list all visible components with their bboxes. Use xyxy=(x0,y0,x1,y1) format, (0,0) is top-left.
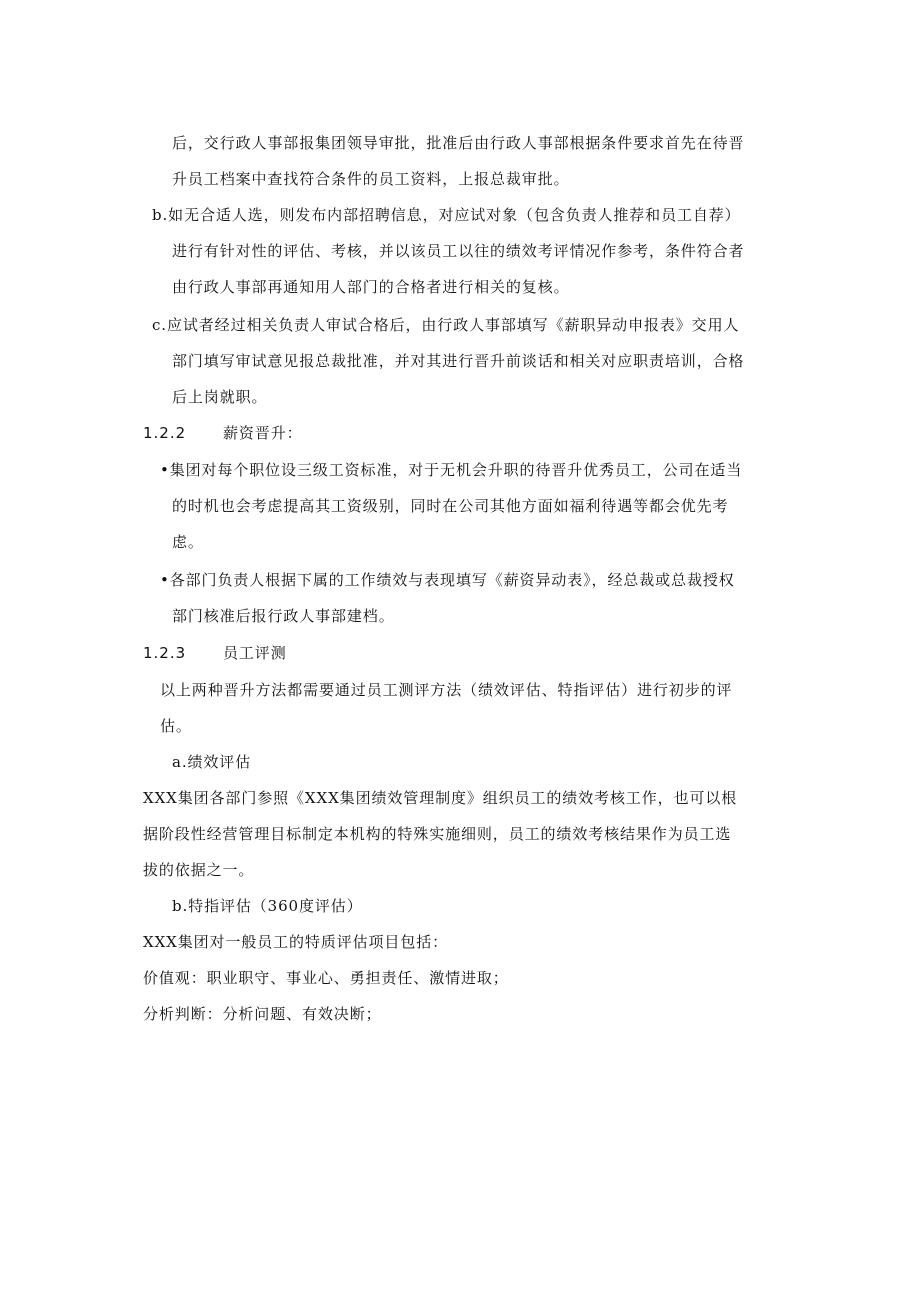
item-c-line-3: 后上岗就职。 xyxy=(172,388,268,406)
para-a-line-3: 拔的依据之一。 xyxy=(143,861,255,879)
section-number: 1.2.2 xyxy=(143,424,187,442)
intro-1-2-3-line-2: 估。 xyxy=(160,717,192,735)
section-1-2-2-heading xyxy=(143,423,303,443)
bullet-2-line-2: 部门核准后报行政人事部建档。 xyxy=(172,607,395,625)
para-b-line-2: 价值观：职业职守、事业心、勇担责任、激情进取； xyxy=(143,969,509,987)
section-a-cont-line-1: 后，交行政人事部报集团领导审批，批准后由行政人事部根据条件要求首先在待晋 xyxy=(172,134,745,152)
section-number: 1.2.3 xyxy=(143,644,187,662)
section-title: 薪资晋升： xyxy=(223,424,303,442)
bullet-1-line-2: 的时机也会考虑提高其工资级别，同时在公司其他方面如福利待遇等都会优先考 xyxy=(172,497,729,515)
para-b-line-1: XXX集团对一般员工的特质评估项目包括： xyxy=(143,933,449,951)
bullet-2-line-1: •各部门负责人根据下属的工作绩效与表现填写《薪资异动表》，经总裁或总裁授权 xyxy=(160,571,735,589)
section-a-cont-line-2: 升员工档案中查找符合条件的员工资料，上报总裁审批。 xyxy=(172,170,570,188)
intro-1-2-3-line-1: 以上两种晋升方法都需要通过员工测评方法（绩效评估、特指评估）进行初步的评 xyxy=(160,681,733,699)
para-b-line-3: 分析判断：分析问题、有效决断； xyxy=(143,1005,382,1023)
bullet-1-line-3: 虑。 xyxy=(172,533,204,551)
section-1-2-3-heading xyxy=(143,643,287,663)
item-b-line-3: 由行政人事部再通知用人部门的合格者进行相关的复核。 xyxy=(172,278,570,296)
para-a-line-2: 据阶段性经营管理目标制定本机构的特殊实施细则，员工的绩效考核结果作为员工选 xyxy=(143,825,732,843)
item-b-line-2: 进行有针对性的评估、考核，并以该员工以往的绩效考评情况作参考，条件符合者 xyxy=(172,242,745,260)
bullet-1-line-1: •集团对每个职位设三级工资标准，对于无机会升职的待晋升优秀员工，公司在适当 xyxy=(160,461,743,479)
section-title: 员工评测 xyxy=(223,644,287,662)
para-a-line-1: XXX集团各部门参照《XXX集团绩效管理制度》组织员工的绩效考核工作，也可以根 xyxy=(143,789,738,807)
sub-b-title: b.特指评估（360度评估） xyxy=(172,897,363,915)
item-c-line-2: 部门填写审试意见报总裁批准，并对其进行晋升前谈话和相关对应职责培训，合格 xyxy=(172,352,745,370)
item-b-line-1: b.如无合适人选，则发布内部招聘信息，对应试对象（包含负责人推荐和员工自荐） xyxy=(152,206,741,224)
sub-a-title: a.绩效评估 xyxy=(172,753,252,771)
item-c-line-1: c.应试者经过相关负责人审试合格后，由行政人事部填写《薪职异动申报表》交用人 xyxy=(152,316,740,334)
